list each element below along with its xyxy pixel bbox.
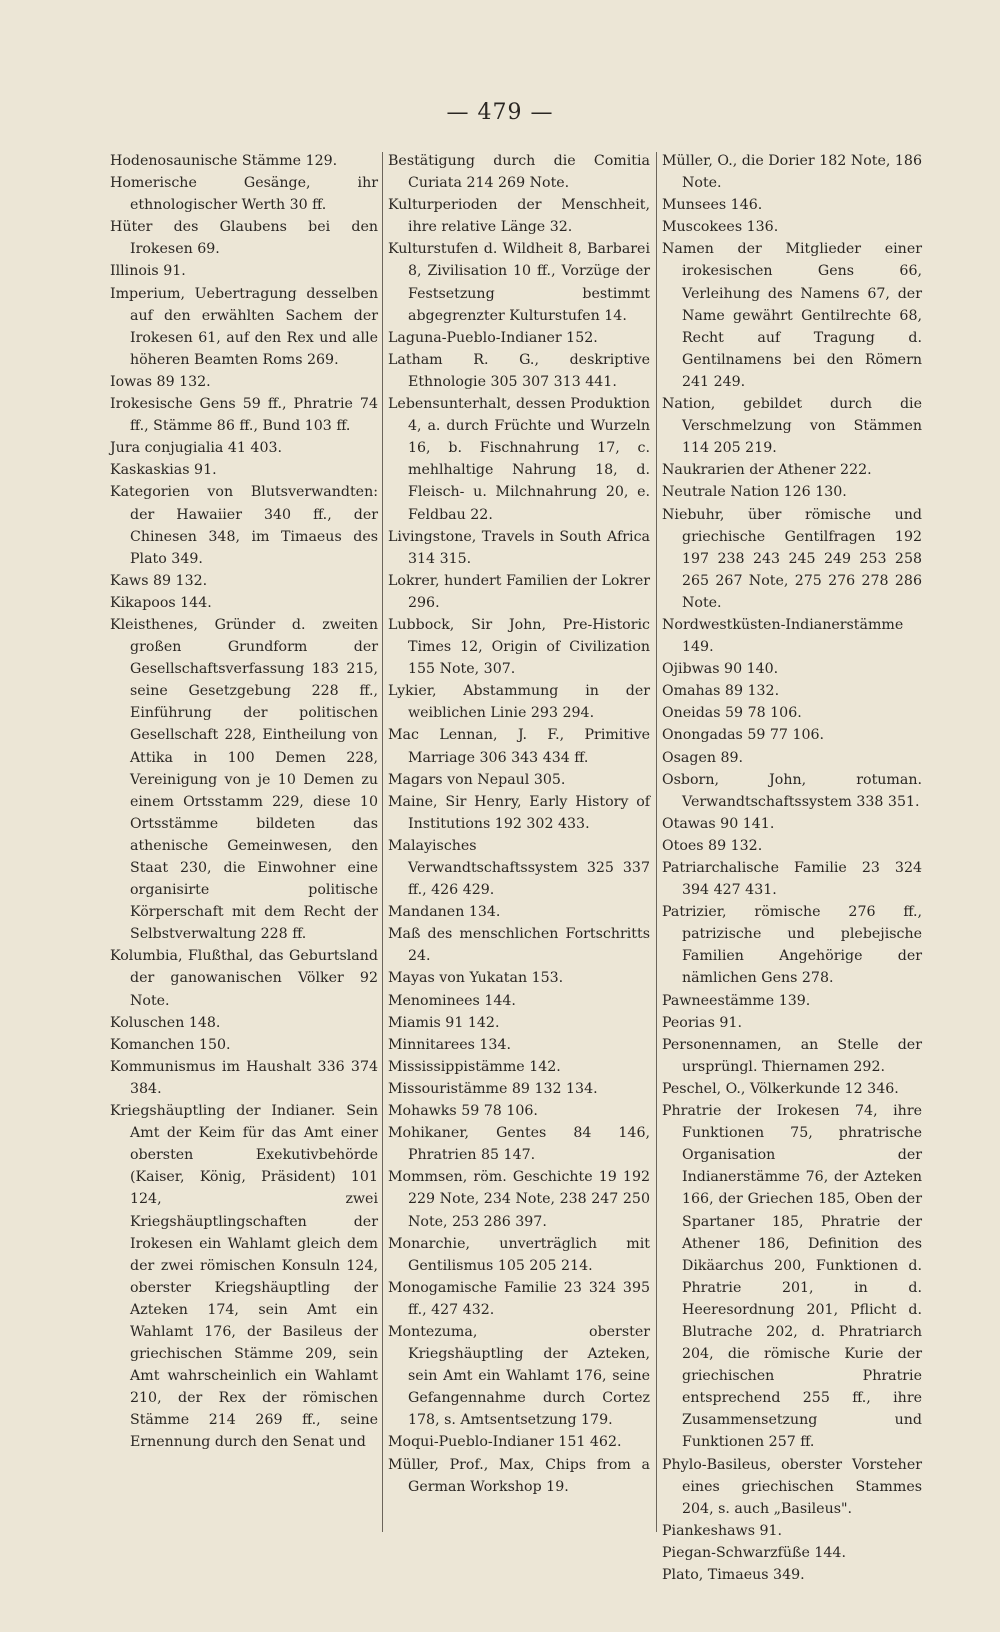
index-entry: Naukrarien der Athener 222. [662,462,872,479]
index-entry: Malayisches Verwandtschaftssystem 325 337 ff., 426 429. [388,837,650,899]
index-entry: Moqui-Pueblo-Indianer 151 462. [388,1434,622,1451]
index-entry: Müller, Prof., Max, Chips from a German Workshop 19. [388,1456,650,1495]
index-entry: Osagen 89. [662,749,744,766]
index-column-3 [662,150,922,1586]
index-entry: Lebensunterhalt, dessen Produktion 4, a. durch Früchte und Wurzeln 16, b. Fischnahrung 17, c. mehlhaltige Nahrung 18, d. Fleisch- u. Milchnahrung 20, e. Feldbau 22. [388,396,650,523]
index-entry: Kaws 89 132. [110,572,208,589]
index-entry: Mississippistämme 142. [388,1058,561,1075]
index-entry: Patriarchalische Familie 23 324 394 427 431. [662,860,922,899]
index-entry: Nation, gebildet durch die Verschmelzung von Stämmen 114 205 219. [662,396,922,457]
index-entry: Muscokees 136. [662,219,779,236]
index-entry: Neutrale Nation 126 130. [662,484,847,501]
index-entry: Imperium, Uebertragung desselben auf den erwählten Sachem der Irokesen 61, auf den Rex und alle höheren Beamten Roms 269. [110,285,378,368]
index-entry: Onongadas 59 77 106. [662,727,825,744]
index-entry: Hüter des Glaubens bei den Irokesen 69. [110,219,378,258]
index-entry: Otoes 89 132. [662,837,763,854]
index-entry: Minnitarees 134. [388,1036,511,1053]
index-entry: Laguna-Pueblo-Indianer 152. [388,329,598,346]
index-entry: Lubbock, Sir John, Pre-Historic Times 12, Origin of Civilization 155 Note, 307. [388,616,650,678]
index-entry: Mac Lennan, J. F., Primitive Marriage 306 343 434 ff. [388,727,650,766]
index-entry: Bestätigung durch die Comitia Curiata 214 269 Note. [388,153,650,192]
index-column-2 [388,150,650,1498]
index-entry: Kikapoos 144. [110,594,212,611]
index-entry: Osborn, John, rotuman. Verwandtschaftssystem 338 351. [662,771,922,810]
index-entry: Otawas 90 141. [662,815,775,832]
index-entry: Patrizier, römische 276 ff., patrizische und plebejische Familien Angehörige der nämlichen Gens 278. [662,904,922,987]
index-entry: Nordwestküsten-Indianerstämme 149. [662,616,904,656]
index-entry: Namen der Mitglieder einer irokesischen Gens 66, Verleihung des Namens 67, der Name gewährt Gentilrechte 68, Recht auf Tragung d. Gentilnamens bei den Römern 241 249. [662,241,922,390]
index-entry: Menominees 144. [388,992,516,1009]
column-rule-left [382,152,383,1532]
index-entry: Montezuma, oberster Kriegshäuptling der Azteken, sein Amt ein Wahlamt 176, seine Gefangennahme durch Cortez 178, s. Amtsentsetzung 179. [388,1323,650,1429]
index-entry: Magars von Nepaul 305. [388,771,566,788]
index-entry: Niebuhr, über römische und griechische Gentilfragen 192 197 238 243 245 249 253 258 265 267 Note, 275 276 278 286 Note. [662,506,922,611]
index-entry: Kleisthenes, Gründer d. zweiten großen Grundform der Gesellschaftsverfassung 183 215, seine Gesetzgebung 228 ff., Einführung der politischen Gesellschaft 228, Eintheilung von Attika in 100 Demen 228, Vereinigung von je 10 Demen zu einem Ortsstamm 229, diese 10 Ortsstämme bildeten das athenische Gemeinwesen, den Staat 230, die Einwohner eine organisirte politische Körperschaft mit dem Recht der Selbstverwaltung 228 ff. [110,616,378,943]
index-entry: Monogamische Familie 23 324 395 ff., 427 432. [388,1279,650,1318]
index-entry: Kulturperioden der Menschheit, ihre relative Länge 32. [388,197,650,236]
index-entry: Monarchie, unverträglich mit Gentilismus 105 205 214. [388,1235,650,1274]
index-entry: Homerische Gesänge, ihr ethnologischer Werth 30 ff. [110,175,378,214]
index-entry: Kolumbia, Flußthal, das Geburtsland der ganowanischen Völker 92 Note. [110,948,378,1009]
index-entry: Mohawks 59 78 106. [388,1103,538,1120]
index-entry: Mommsen, röm. Geschichte 19 192 229 Note, 234 Note, 238 247 250 Note, 253 286 397. [388,1169,650,1230]
index-entry: Livingstone, Travels in South Africa 314 315. [388,528,650,567]
index-entry: Missouristämme 89 132 134. [388,1080,598,1097]
index-entry: Phylo-Basileus, oberster Vorsteher eines griechischen Stammes 204, s. auch „Basileus". [662,1456,922,1517]
index-column-1 [110,150,378,1454]
index-entry: Irokesische Gens 59 ff., Phratrie 74 ff., Stämme 86 ff., Bund 103 ff. [110,396,378,435]
index-entry: Oneidas 59 78 106. [662,705,802,722]
index-entry: Mohikaner, Gentes 84 146, Phratrien 85 147. [388,1125,650,1164]
index-entry: Pawneestämme 139. [662,992,811,1009]
index-entry: Iowas 89 132. [110,373,211,390]
index-entry: Piankeshaws 91. [662,1522,783,1539]
index-entry: Personennamen, an Stelle der ursprüngl. Thiernamen 292. [662,1036,922,1075]
index-entry: Munsees 146. [662,197,763,214]
index-entry: Latham R. G., deskriptive Ethnologie 305 307 313 441. [388,351,650,390]
index-entry: Lokrer, hundert Familien der Lokrer 296. [388,572,650,611]
index-entry: Kaskaskias 91. [110,462,217,479]
index-entry: Mayas von Yukatan 153. [388,970,564,987]
index-entry: Maß des menschlichen Fortschritts 24. [388,926,650,965]
index-entry: Peschel, O., Völkerkunde 12 346. [662,1080,899,1097]
index-entry: Hodenosaunische Stämme 129. [110,153,338,169]
index-entry: Müller, O., die Dorier 182 Note, 186 Note. [662,153,922,192]
index-entry: Koluschen 148. [110,1014,221,1031]
index-entry: Lykier, Abstammung in der weiblichen Linie 293 294. [388,683,650,722]
index-entry: Kulturstufen d. Wildheit 8, Barbarei 8, Zivilisation 10 ff., Vorzüge der Festsetzung bestimmt abgegrenzter Kulturstufen 14. [388,241,650,324]
index-entry: Peorias 91. [662,1014,742,1031]
index-entry: Mandanen 134. [388,904,501,921]
index-entry: Miamis 91 142. [388,1014,500,1031]
index-entry: Omahas 89 132. [662,683,780,700]
index-entry: Maine, Sir Henry, Early History of Institutions 192 302 433. [388,793,650,832]
index-entry: Komanchen 150. [110,1036,231,1053]
index-entry: Phratrie der Irokesen 74, ihre Funktionen 75, phratrische Organisation der Indianerstämme 76, der Azteken 166, der Griechen 185, Oben der Spartaner 185, Phratrie der Athener 186, Definition des Dikäarchus 200, Funktionen d. Phratrie 201, in d. Heeresordnung 201, Pflicht d. Blutrache 202, d. Phratriarch 204, die römische Kurie der griechischen Phratrie entsprechend 255 ff., ihre Zusammensetzung und Funktionen 257 ff. [662,1103,922,1451]
index-entry: Kommunismus im Haushalt 336 374 384. [110,1058,378,1097]
column-rule-right [656,152,657,1532]
index-entry: Kriegshäuptling der Indianer. Sein Amt der Keim für das Amt einer obersten Exekutivbehörde (Kaiser, König, Präsident) 101 124, zwei Kriegshäuptlingschaften der Irokesen ein Wahlamt gleich dem der zwei römischen Konsuln 124, oberster Kriegshäuptling der Azteken 174, sein Amt ein Wahlamt 176, der Basileus der griechischen Stämme 209, sein Amt wahrscheinlich ein Wahlamt 210, der Rex der römischen Stämme 214 269 ff., seine Ernennung durch den Senat und [110,1103,378,1451]
index-entry: Plato, Timaeus 349. [662,1567,805,1583]
index-entry: Ojibwas 90 140. [662,661,779,678]
index-entry: Piegan-Schwarzfüße 144. [662,1544,846,1561]
index-entry: Jura conjugialia 41 403. [110,440,283,457]
page-number: — 479 — [446,100,554,125]
index-entry: Kategorien von Blutsverwandten: der Hawaiier 340 ff., der Chinesen 348, im Timaeus des Plato 349. [110,484,378,567]
index-entry: Illinois 91. [110,263,186,280]
